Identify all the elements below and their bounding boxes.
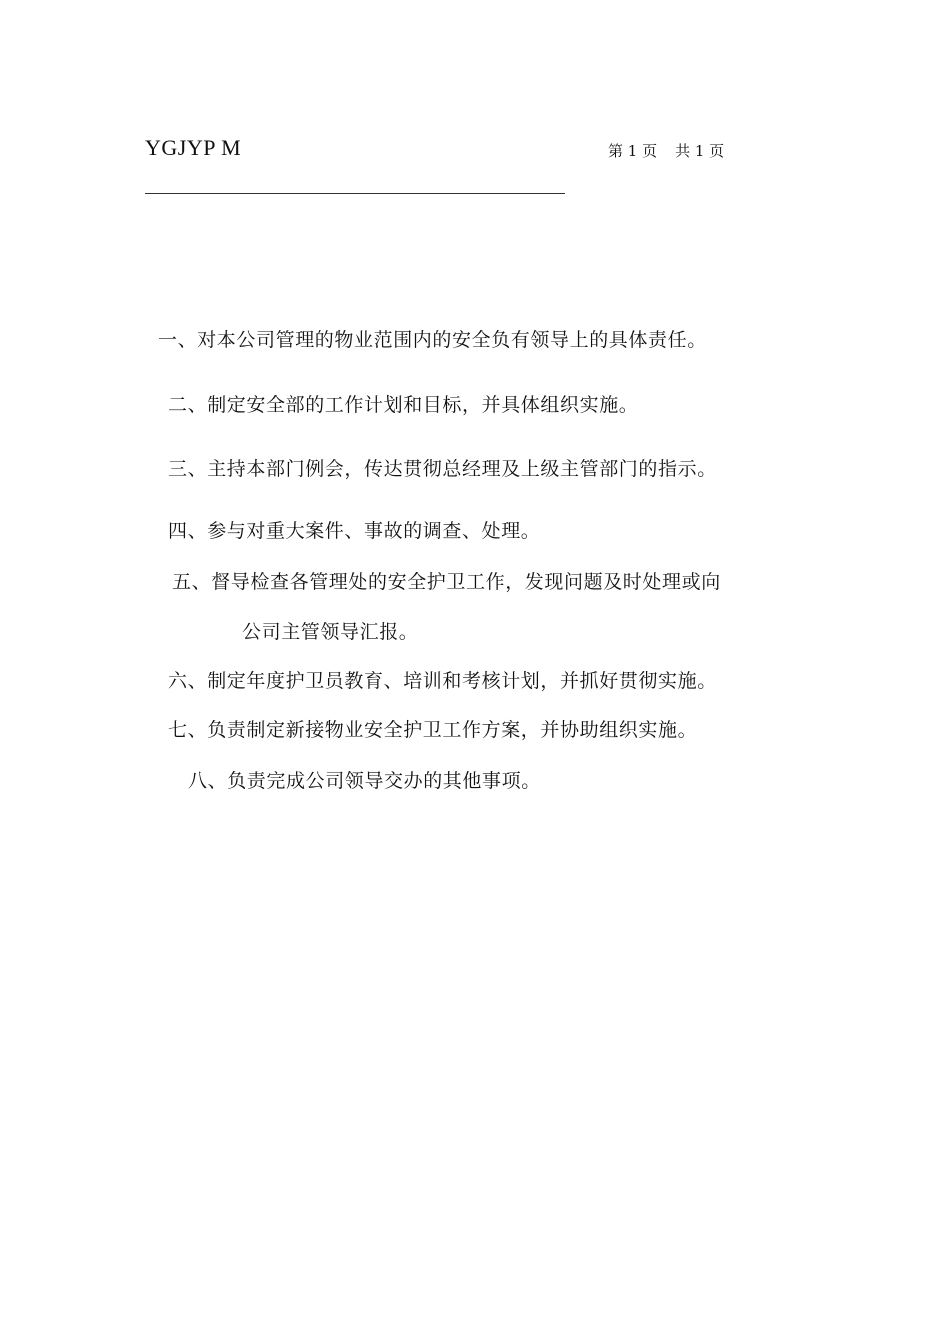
duty-item-7: 七、负责制定新接物业安全护卫工作方案，并协助组织实施。 <box>168 719 698 741</box>
document-code: YGJYP M <box>145 135 242 160</box>
duty-item-1: 一、对本公司管理的物业范围内的安全负有领导上的具体责任。 <box>158 329 707 351</box>
page-indicator <box>608 140 724 161</box>
header-divider <box>145 193 565 194</box>
page-current: 第 1 页 <box>608 142 658 160</box>
duty-item-2: 二、制定安全部的工作计划和目标，并具体组织实施。 <box>168 394 639 416</box>
duty-item-6: 六、制定年度护卫员教育、培训和考核计划，并抓好贯彻实施。 <box>168 670 717 692</box>
duty-item-5: 五、督导检查各管理处的安全护卫工作，发现问题及时处理或向 <box>172 571 721 593</box>
duty-item-4: 四、参与对重大案件、事故的调查、处理。 <box>168 520 541 542</box>
page-total: 共 1 页 <box>675 142 725 160</box>
duty-item-3: 三、主持本部门例会，传达贯彻总经理及上级主管部门的指示。 <box>168 458 717 480</box>
duty-item-5-continued: 公司主管领导汇报。 <box>242 621 419 643</box>
duty-item-8: 八、负责完成公司领导交办的其他事项。 <box>188 770 541 792</box>
